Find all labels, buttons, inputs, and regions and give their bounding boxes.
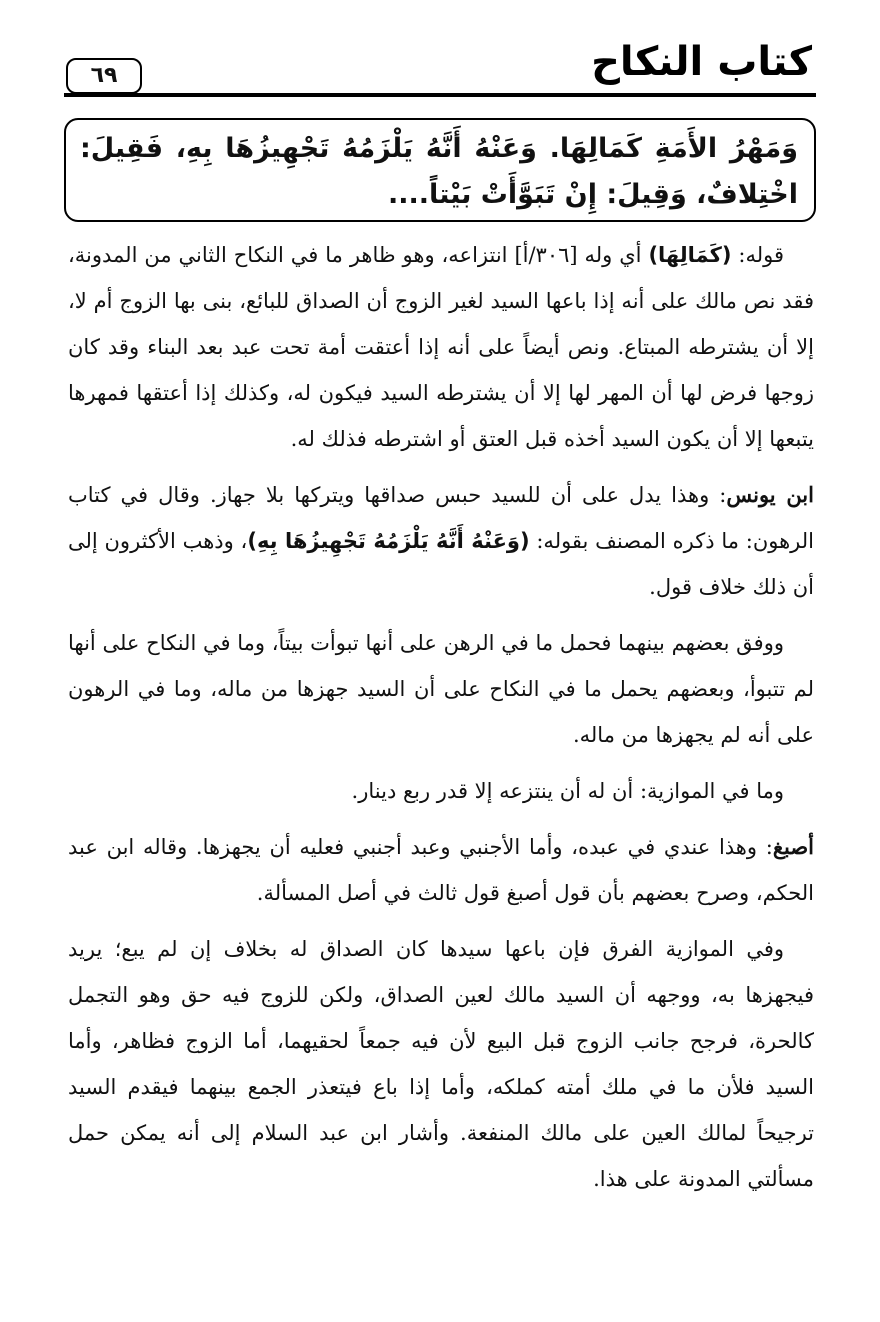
commentary-body xyxy=(68,232,814,1212)
paragraph-6 xyxy=(68,926,814,1202)
paragraph-4 xyxy=(68,768,814,814)
paragraph-1 xyxy=(68,232,814,462)
paragraph-5-text: : وهذا عندي في عبده، وأما الأجنبي وعبد أجنبي فعليه أن يجهزها. وقاله ابن عبد الحكم، وصرح بعضهم بأن قول أصبغ قول ثالث في أصل المسألة. xyxy=(68,835,814,905)
paragraph-2-author: ابن يونس xyxy=(726,482,814,507)
paragraph-1-lead: قوله: xyxy=(731,243,784,267)
paragraph-3 xyxy=(68,620,814,758)
paragraph-2-text-before: : وهذا يدل على أن للسيد حبس صداقها ويتركها بلا جهاز. وقال في كتاب الرهون: ما ذكره المصنف بقوله: xyxy=(68,483,815,553)
paragraph-2-quote: (وَعَنْهُ أَنَّهُ يَلْزَمُهُ تَجْهِيزُهَا بِهِ) xyxy=(247,529,530,553)
matn-text: وَمَهْرُ الأَمَةِ كَمَالِهَا. وَعَنْهُ أَنَّهُ يَلْزَمُهُ تَجْهِيزُهَا بِهِ، فَقِيلَ: اخْتِلافٌ، وَقِيلَ: إِنْ تَبَوَّأَتْ بَيْتاً.... xyxy=(80,133,798,210)
paragraph-3-text: ووفق بعضهم بينهما فحمل ما في الرهن على أنها تبوأت بيتاً، وما في النكاح على أنها لم تتبوأ، وبعضهم يحمل ما في النكاح على أن السيد جهزها من ماله، وما في الرهون على أنه لم يجهزها من ماله. xyxy=(68,631,814,747)
page-number-box: ٦٩ xyxy=(66,58,142,94)
paragraph-2 xyxy=(68,472,814,610)
paragraph-4-text: وما في الموازية: أن له أن ينتزعه إلا قدر ربع دينار. xyxy=(351,779,784,803)
matn-text-box xyxy=(64,118,816,222)
paragraph-5-author: أصبغ xyxy=(772,834,814,859)
header-rule xyxy=(64,93,816,97)
paragraph-5 xyxy=(68,824,814,916)
paragraph-6-text: وفي الموازية الفرق فإن باعها سيدها كان الصداق له بخلاف إن لم يبع؛ يريد فيجهزها به، ووجهه أن السيد مالك لعين الصداق، ولكن للزوج فيه حق وهو التجمل كالحرة، فرجح جانب الزوج قبل البيع لأن فيه جمعاً لحقيهما، أما الزوج فظاهر، وأما السيد فلأن ما في ملك أمته كملكه، وأما إذا باع فيتعذر الجمع بينهما فيقدم السيد ترجيحاً لمالك العين على مالك المنفعة. وأشار ابن عبد السلام إلى أنه يمكن حمل مسألتي المدونة على هذا. xyxy=(68,937,814,1191)
paragraph-2-text-after: ، وذهب الأكثرون إلى أن ذلك خلاف قول. xyxy=(68,529,814,599)
running-header-title: كتاب النكاح xyxy=(591,39,812,85)
paragraph-1-quote: (كَمَالِهَا) xyxy=(648,243,732,267)
paragraph-1-text: أي وله [٣٠٦/أ] انتزاعه، وهو ظاهر ما في النكاح الثاني من المدونة، فقد نص مالك على أنه إذا باعها السيد لغير الزوج أن الصداق للبائع، بنى بها الزوج أم لا، إلا أن يشترطه المبتاع. ونص أيضاً على أنه إذا أعتقت أمة تحت عبد بعد البناء وقد كان زوجها فرض لها أن المهر لها إلا أن يشترطه السيد فيكون له، وكذلك إذا أعتقها فمهرها يتبعها إلا أن يكون السيد أخذه قبل العتق أو اشترطه فذلك له. xyxy=(68,243,814,451)
